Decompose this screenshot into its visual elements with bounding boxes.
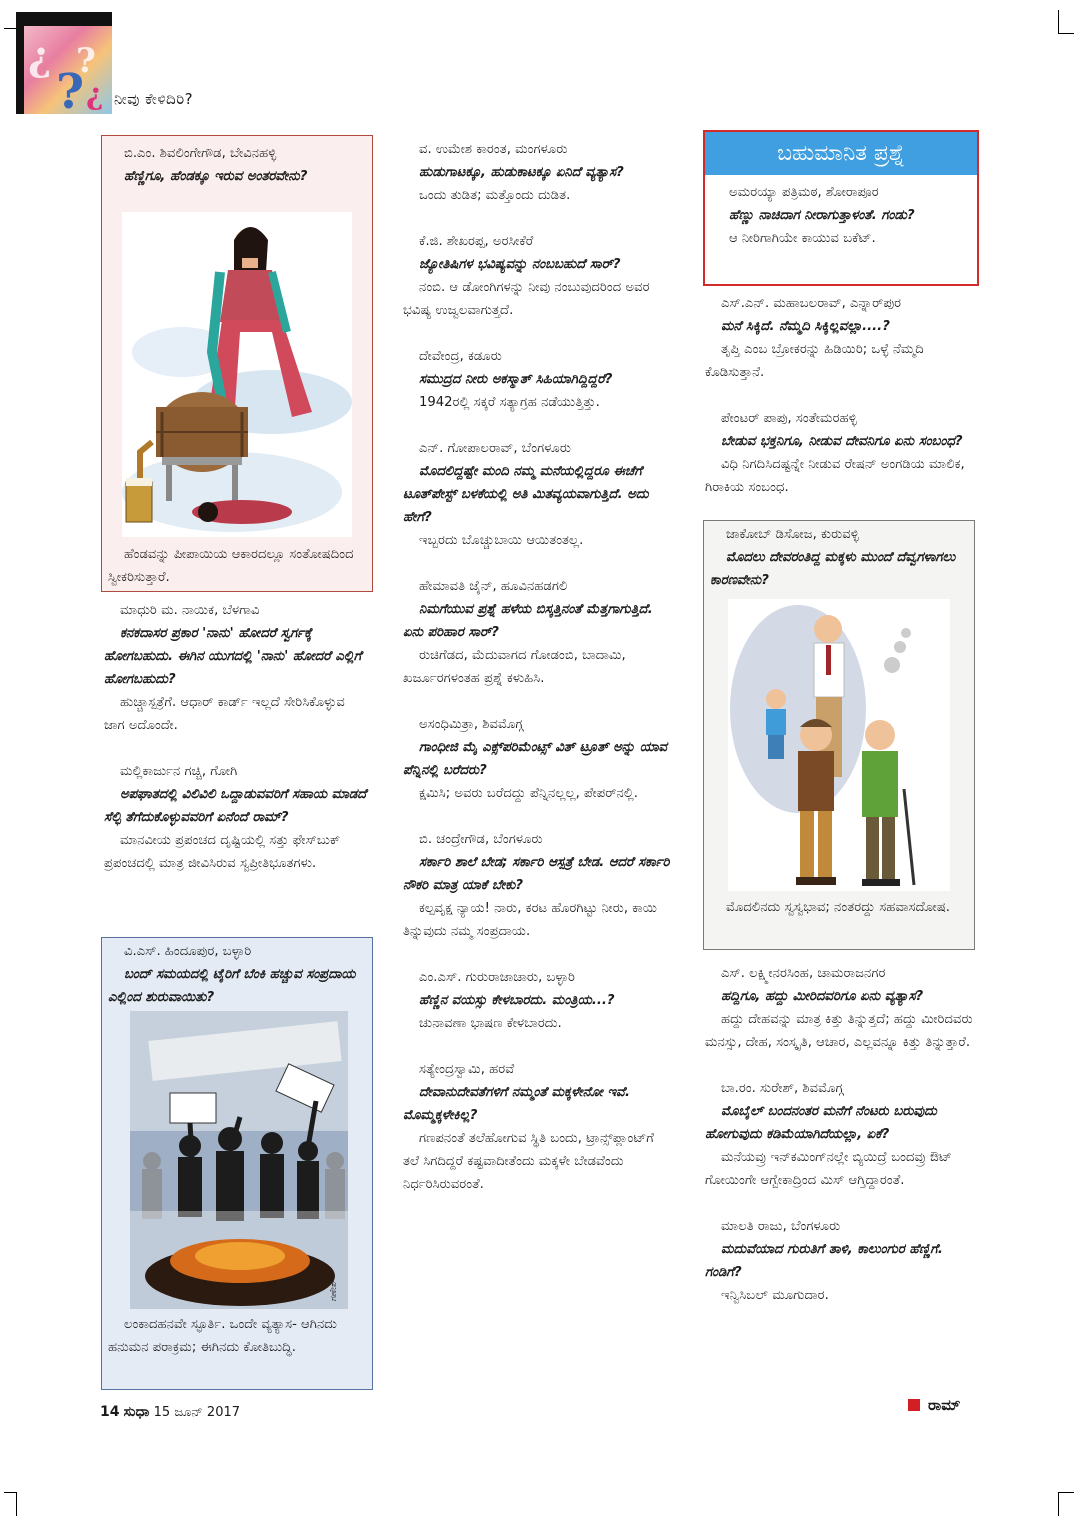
answer-text: ಇಬ್ಬರದು ಬೊಚ್ಚುಬಾಯಿ ಆಯಿತಂತಲ್ಲ. [419, 533, 584, 548]
crop-mark [4, 1492, 16, 1493]
qa-item [705, 1077, 977, 1192]
answer-text: ವಿಧಿ ನಿಗದಿಸಿದಷ್ಟನ್ನೇ ನೀಡುವ ರೇಷನ್ ಅಂಗಡಿಯ ಮಾಲಿಕ, ಗಿರಾಕಿಯ ಸಂಬಂಧ. [705, 457, 965, 495]
crop-mark [4, 28, 16, 29]
signature-text: ರಾಮ್ [928, 1396, 961, 1414]
question-text: ಬೇಡುವ ಭಕ್ತನಿಗೂ, ನೀಡುವ ದೇವನಿಗೂ ಏನು ಸಂಬಂಧ? [721, 434, 963, 449]
question-text: ಸರ್ಕಾರಿ ಶಾಲೆ ಬೇಡ; ಸರ್ಕಾರಿ ಆಸ್ಪತ್ರೆ ಬೇಡ. ಆದರೆ ಸರ್ಕಾರಿ ನೌಕರಿ ಮಾತ್ರ ಯಾಕೆ ಬೇಕು? [403, 855, 670, 893]
question-text: ಮನೆ ಸಿಕ್ಕಿದೆ. ನೆಮ್ಮದಿ ಸಿಕ್ಕಿಲ್ಲವಲ್ಲಾ....? [721, 319, 890, 334]
column-3-text-top [705, 292, 977, 522]
asker-name: ದೇವೇಂದ್ರ, ಕಡೂರು [419, 349, 502, 364]
question-text: ಮೊಬೈಲ್ ಬಂದನಂತರ ಮನೆಗೆ ನೆಂಟರು ಬರುವುದು ಹೋಗುವುದು ಕಡಿಮೆಯಾಗಿದೆಯಲ್ಲಾ, ಏಕೆ? [705, 1104, 937, 1142]
section-title: ನೀವು ಕೇಳಿದಿರಿ? [114, 90, 194, 108]
column-2-text [403, 138, 673, 1219]
page-footer [100, 1404, 240, 1420]
qa-item [403, 138, 673, 207]
protest-fire-illustration [130, 1011, 348, 1309]
question-text: ಬಂದ್ ಸಮಯದಲ್ಲಿ ಟೈರಿಗೆ ಬೆಂಕಿ ಹಚ್ಚುವ ಸಂಪ್ರದಾಯ ಎಲ್ಲಿಂದ ಶುರುವಾಯಿತು? [108, 967, 356, 1005]
answer-text: ಮನೆಯವ್ರು ಇನ್‌ಕಮಿಂಗ್‌ನಲ್ಲೇ ಬ್ಯಿಯಿದ್ರೆ ಬಂದವ್ರು ಔಟ್ ಗೋಯಿಂಗೇ ಆಗ್ಬೇಕಾದ್ರಿಂದ ಮಿಸ್ ಆಗ್ತಿದ್ದಾರಂತೆ. [705, 1150, 952, 1188]
answer-text: ತೃಪ್ತಿ ಎಂಬ ಬ್ರೋಕರನ್ನು ಹಿಡಿಯಿರಿ; ಒಳ್ಳೆ ನೆಮ್ಮದಿ ಕೊಡಿಸುತ್ತಾನೆ. [705, 342, 924, 380]
section-logo [16, 12, 112, 114]
svg-text:?: ? [76, 41, 96, 81]
question-text: ಹೆಣ್ಣಿನ ವಯಸ್ಸು ಕೇಳಬಾರದು. ಮಂತ್ರಿಯ...? [419, 993, 615, 1008]
answer-text: ಹುಚ್ಚಾಸ್ಪತ್ರೆಗೆ. ಆಧಾರ್ ಕಾರ್ಡ್ ಇಲ್ಲದೆ ಸೇರಿಸಿಕೊಳ್ಳುವ ಜಾಗ ಅದೊಂದೇ. [104, 695, 345, 733]
question-text: ದೇವಾನುದೇವತೆಗಳಿಗೆ ನಮ್ಮಂತೆ ಮಕ್ಕಳೇನೋ ಇವೆ. ಮೊಮ್ಮಕ್ಕಳೇಕಿಲ್ಲ? [403, 1085, 630, 1123]
answer-text: ಚುನಾವಣಾ ಭಾಷಣ ಕೇಳಬಾರದು. [419, 1016, 562, 1031]
question-text: ಮೊದಲಿದ್ದಷ್ಟೇ ಮಂದಿ ನಮ್ಮ ಮನೆಯಲ್ಲಿದ್ದರೂ ಈಚೆಗೆ ಟೂತ್‌ಪೇಸ್ಟ್ ಬಳಕೆಯಲ್ಲಿ ಅತಿ ಮಿತವ್ಯಯವಾಗುತ್ತಿದೆ. ಅದು ಹೇಗೆ? [403, 464, 649, 525]
crop-mark [1058, 10, 1059, 34]
qa-item [705, 292, 977, 384]
page-number: 14 [100, 1404, 120, 1420]
svg-text:¿: ¿ [28, 33, 52, 80]
qa-box-3 [703, 520, 975, 950]
answer-text: ಗಣಪನಂತೆ ತಲೆಹೋಗುವ ಸ್ಥಿತಿ ಬಂದು, ಟ್ರಾನ್ಸ್‌ಪ್ಲಾಂಟ್‌ಗೆ ತಲೆ ಸಿಗದಿದ್ದರೆ ಕಷ್ಟವಾದೀತೆಂದು ಮಕ್ಕಳೇ ಬೇಡವೆಂದು ನಿರ್ಧರಿಸಿರುವರಂತೆ. [403, 1131, 654, 1192]
question-text: ನಿಮಗೆಯುವ ಪ್ರಶ್ನೆ ಹಳೆಯ ಬಿಸ್ಕತ್ತಿನಂತೆ ಮೆತ್ತಗಾಗುತ್ತಿದೆ. ಏನು ಪರಿಹಾರ ಸಾರ್? [403, 602, 653, 640]
author-signature [908, 1396, 960, 1414]
question-text: ಜ್ಯೋತಿಷಿಗಳ ಭವಿಷ್ಯವನ್ನು ನಂಬಬಹುದೆ ಸಾರ್? [419, 257, 621, 272]
question-marks-icon [16, 12, 112, 114]
question-text: ಹೆಣ್ಣು ನಾಚಿದಾಗ ನೀರಾಗುತ್ತಾಳಂತೆ. ಗಂಡು? [729, 208, 915, 223]
answer-text: ರುಚಿಗೆಡದ, ಮೆದುವಾಗದ ಗೋಡಂಬಿ, ಬಾದಾಮಿ, ಖರ್ಜೂರಗಳಂತಹ ಪ್ರಶ್ನೆ ಕಳುಹಿಸಿ. [403, 648, 626, 686]
qa-item [403, 575, 673, 690]
parents-and-child-illustration [728, 599, 950, 891]
asker-name: ಅಸಂಧಿಮಿತ್ರಾ, ಶಿವಮೊಗ್ಗ [419, 717, 524, 732]
question-text: ಹದ್ದಿಗೂ, ಹದ್ದು ಮೀರಿದವರಿಗೂ ಏನು ವ್ಯತ್ಯಾಸ? [721, 989, 924, 1004]
artist-credit: ಗಣೇಶ್ [329, 1279, 339, 1301]
crop-mark [1058, 1492, 1059, 1516]
asker-name: ಮಾಲತಿ ರಾಜು, ಬೆಂಗಳೂರು [721, 1219, 841, 1234]
red-square-icon [908, 1399, 920, 1411]
answer-text: ಮೊದಲಿನದು ಸ್ವಸ್ವಭಾವ; ನಂತರದ್ದು ಸಹವಾಸದೋಷ. [726, 900, 950, 915]
asker-name: ಎಸ್. ಲಕ್ಷ್ಮೀನರಸಿಂಹ, ಚಾಮರಾಜನಗರ [721, 966, 886, 981]
svg-text:?: ? [56, 64, 85, 114]
asker-name: ವ. ಉಮೇಶ ಕಾರಂತ, ಮಂಗಳೂರು [419, 142, 568, 157]
answer-text: ಇನ್ವಿಸಿಬಲ್ ಮೂಗುದಾರ. [721, 1288, 829, 1303]
asker-name: ಪೇಂಟರ್ ಪಾಪು, ಸಂತೇಮರಹಳ್ಳಿ [721, 411, 857, 426]
featured-heading: ಬಹುಮಾನಿತ ಪ್ರಶ್ನೆ [705, 132, 977, 175]
qa-item [104, 599, 369, 737]
asker-name: ಜಾಕೋಬ್ ಡಿಸೋಜ, ಕುರುವಳ್ಳಿ [726, 527, 859, 542]
asker-name: ಎಂ.ಎಸ್. ಗುರುರಾಜಾಚಾರು, ಬಳ್ಳಾರಿ [419, 970, 576, 985]
answer-text: ಆ ನೀರಿಗಾಗಿಯೇ ಕಾಯುವ ಬಕೆಟ್. [729, 231, 876, 246]
question-text: ಸಮುದ್ರದ ನೀರು ಅಕಸ್ಮಾತ್ ಸಿಹಿಯಾಗಿದ್ದಿದ್ದರೆ? [419, 372, 613, 387]
question-text: ಕನಕದಾಸರ ಪ್ರಕಾರ 'ನಾನು' ಹೋದರೆ ಸ್ವರ್ಗಕ್ಕೆ ಹೋಗಬಹುದು. ಈಗಿನ ಯುಗದಲ್ಲಿ 'ನಾನು' ಹೋದರೆ ಎಲ್ಲಿಗೆ ಹೋಗಬಹುದು? [104, 626, 362, 687]
answer-text: ಕಲ್ಪವೃಕ್ಷ ನ್ಯಾಯ! ನಾರು, ಕರಟ ಹೊರಗಿಟ್ಟು ನೀರು, ಕಾಯಿ ತಿನ್ನುವುದು ನಮ್ಮ ಸಂಪ್ರದಾಯ. [403, 901, 658, 939]
qa-item [104, 760, 369, 875]
question-text: ಗಾಂಧೀಜಿ ಮೈ ಎಕ್ಸ್‌ಪರಿಮೆಂಟ್ಸ್ ವಿತ್ ಟ್ರೂತ್ ಅನ್ನು ಯಾವ ಪೆನ್ನಿನಲ್ಲಿ ಬರೆದರು? [403, 740, 667, 778]
qa-item [403, 1058, 673, 1196]
woman-and-barrel-illustration [122, 212, 352, 537]
answer-text: ಲಂಕಾದಹನವೇ ಸ್ಫೂರ್ತಿ. ಒಂದೇ ವ್ಯತ್ಯಾಸ- ಆಗಿನದು ಹನುಮನ ಪರಾಕ್ರಮ; ಈಗಿನದು ಕೋತಿಬುದ್ಧಿ. [108, 1317, 337, 1355]
qa-item [403, 345, 673, 414]
question-text: ಮೊದಲು ದೇವರಂತಿದ್ದ ಮಕ್ಕಳು ಮುಂದೆ ದೆವ್ವಗಳಾಗಲು ಕಾರಣವೇನು? [710, 550, 956, 588]
asker-name: ಬಾ.ರಂ. ಸುರೇಶ್, ಶಿವಮೊಗ್ಗ [721, 1081, 844, 1096]
answer-text: 1942ರಲ್ಲಿ ಸಕ್ಕರೆ ಸತ್ಯಾಗ್ರಹ ನಡೆಯುತ್ತಿತ್ತು. [419, 395, 600, 410]
answer-text: ಒಂದು ತುಡಿತ; ಮತ್ತೊಂದು ದುಡಿತ. [419, 188, 571, 203]
qa-item [705, 1215, 977, 1307]
crop-mark [1058, 1492, 1074, 1493]
qa-item [705, 407, 977, 499]
question-text: ಹುಡುಗಾಟಕ್ಕೂ, ಹುಡುಕಾಟಕ್ಕೂ ಏನಿದೆ ವ್ಯತ್ಯಾಸ? [419, 165, 624, 180]
asker-name: ಬಿ. ಚಂದ್ರೇಗೌಡ, ಬೆಂಗಳೂರು [419, 832, 543, 847]
qa-item [403, 828, 673, 943]
asker-name: ಸತ್ಯೇಂದ್ರಸ್ವಾಮಿ, ಹರವೆ [419, 1062, 515, 1077]
asker-name: ಬಿ.ಎಂ. ಶಿವಲಿಂಗೇಗೌಡ, ಬೇವಿನಹಳ್ಳಿ [124, 146, 277, 161]
asker-name: ಕೆ.ಜಿ. ಶೇಖರಪ್ಪ, ಅರಸೀಕೆರೆ [419, 234, 534, 249]
issue-date: 15 ಜೂನ್ 2017 [153, 1405, 241, 1420]
asker-name: ಮಲ್ಲಿಕಾರ್ಜುನ ಗಚ್ಚಿ, ಗೋಗಿ [120, 764, 238, 779]
answer-text: ಹೆಂಡವನ್ನು ಪೀಪಾಯಿಯ ಆಕಾರದಲ್ಲೂ ಸಂತೋಷದಿಂದ ಸ್ವೀಕರಿಸುತ್ತಾರೆ. [108, 547, 354, 585]
qa-box-1 [101, 135, 373, 592]
crop-mark [1058, 33, 1074, 34]
qa-item [403, 437, 673, 552]
question-text: ಅಪಘಾತದಲ್ಲಿ ವಿಲಿವಿಲಿ ಒದ್ದಾಡುವವರಿಗೆ ಸಹಾಯ ಮಾಡದೆ ಸೆಲ್ಫಿ ತೆಗೆದುಕೊಳ್ಳುವವರಿಗೆ ಏನೆಂದೆ ರಾಮ್? [104, 787, 367, 825]
answer-text: ನಂಬಿ. ಆ ಡೋಂಗಿಗಳನ್ನು ನೀವು ನಂಬುವುದರಿಂದ ಅವರ ಭವಿಷ್ಯ ಉಜ್ವಲವಾಗುತ್ತದೆ. [403, 280, 650, 318]
answer-text: ಹದ್ದು ದೇಹವನ್ನು ಮಾತ್ರ ಕಿತ್ತು ತಿನ್ನುತ್ತದೆ; ಹದ್ದು ಮೀರಿದವರು ಮನಸ್ಸು, ದೇಹ, ಸಂಸ್ಕೃತಿ, ಆಚಾರ, ಎಲ್ಲವನ್ನೂ ಕಿತ್ತು ತಿನ್ನುತ್ತಾರೆ. [705, 1012, 973, 1050]
asker-name: ಎನ್. ಗೋಪಾಲರಾವ್, ಬೆಂಗಳೂರು [419, 441, 571, 456]
qa-box-2 [101, 937, 373, 1390]
asker-name: ವಿ.ಎಸ್. ಹಿಂದೂಪುರ, ಬಳ್ಳಾರಿ [124, 944, 252, 959]
answer-text: ಮಾನವೀಯ ಪ್ರಪಂಚದ ದೃಷ್ಟಿಯಲ್ಲಿ ಸತ್ತು ಫೇಸ್‌ಬುಕ್ ಪ್ರಪಂಚದಲ್ಲಿ ಮಾತ್ರ ಜೀವಿಸಿರುವ ಸ್ವಪ್ರೀತಿಭೂತಗಳು. [104, 833, 341, 871]
asker-name: ಹೇಮಾವತಿ ಜೈನ್, ಹೂವಿನಹಡಗಲಿ [419, 579, 568, 594]
asker-name: ಎಸ್.ಎನ್. ಮಹಾಬಲರಾವ್, ಎನ್ನಾರ್‌ಪುರ [721, 296, 902, 311]
qa-item [403, 966, 673, 1035]
asker-name: ಮಾಧುರಿ ಮ. ನಾಯಿಕ, ಬೆಳಗಾವಿ [120, 603, 260, 618]
svg-text:¿: ¿ [86, 77, 104, 112]
column-1-text [104, 599, 369, 898]
qa-item [705, 962, 977, 1054]
featured-question-box [703, 130, 979, 286]
answer-text: ಕ್ಷಮಿಸಿ; ಅವರು ಬರೆದದ್ದು ಪೆನ್ನಿನಲ್ಲಲ್ಲ, ಪೇಪರ್‌ನಲ್ಲಿ. [419, 786, 638, 801]
column-3-text-bottom [705, 962, 977, 1307]
crop-mark [16, 1492, 17, 1516]
asker-name: ಅಮರಯ್ಯಾ ಪತ್ರಿಮಠ, ಶೋರಾಪೂರ [729, 185, 879, 200]
question-text: ಮದುವೆಯಾದ ಗುರುತಿಗೆ ತಾಳಿ, ಕಾಲುಂಗುರ ಹೆಣ್ಣಿಗೆ. ಗಂಡಿಗೆ? [705, 1242, 943, 1280]
question-text: ಹೆಣ್ಣಿಗೂ, ಹೆಂಡಕ್ಕೂ ಇರುವ ಅಂತರವೇನು? [124, 169, 308, 184]
qa-item [403, 230, 673, 322]
magazine-name: ಸುಧಾ [123, 1404, 150, 1420]
qa-item [403, 713, 673, 805]
